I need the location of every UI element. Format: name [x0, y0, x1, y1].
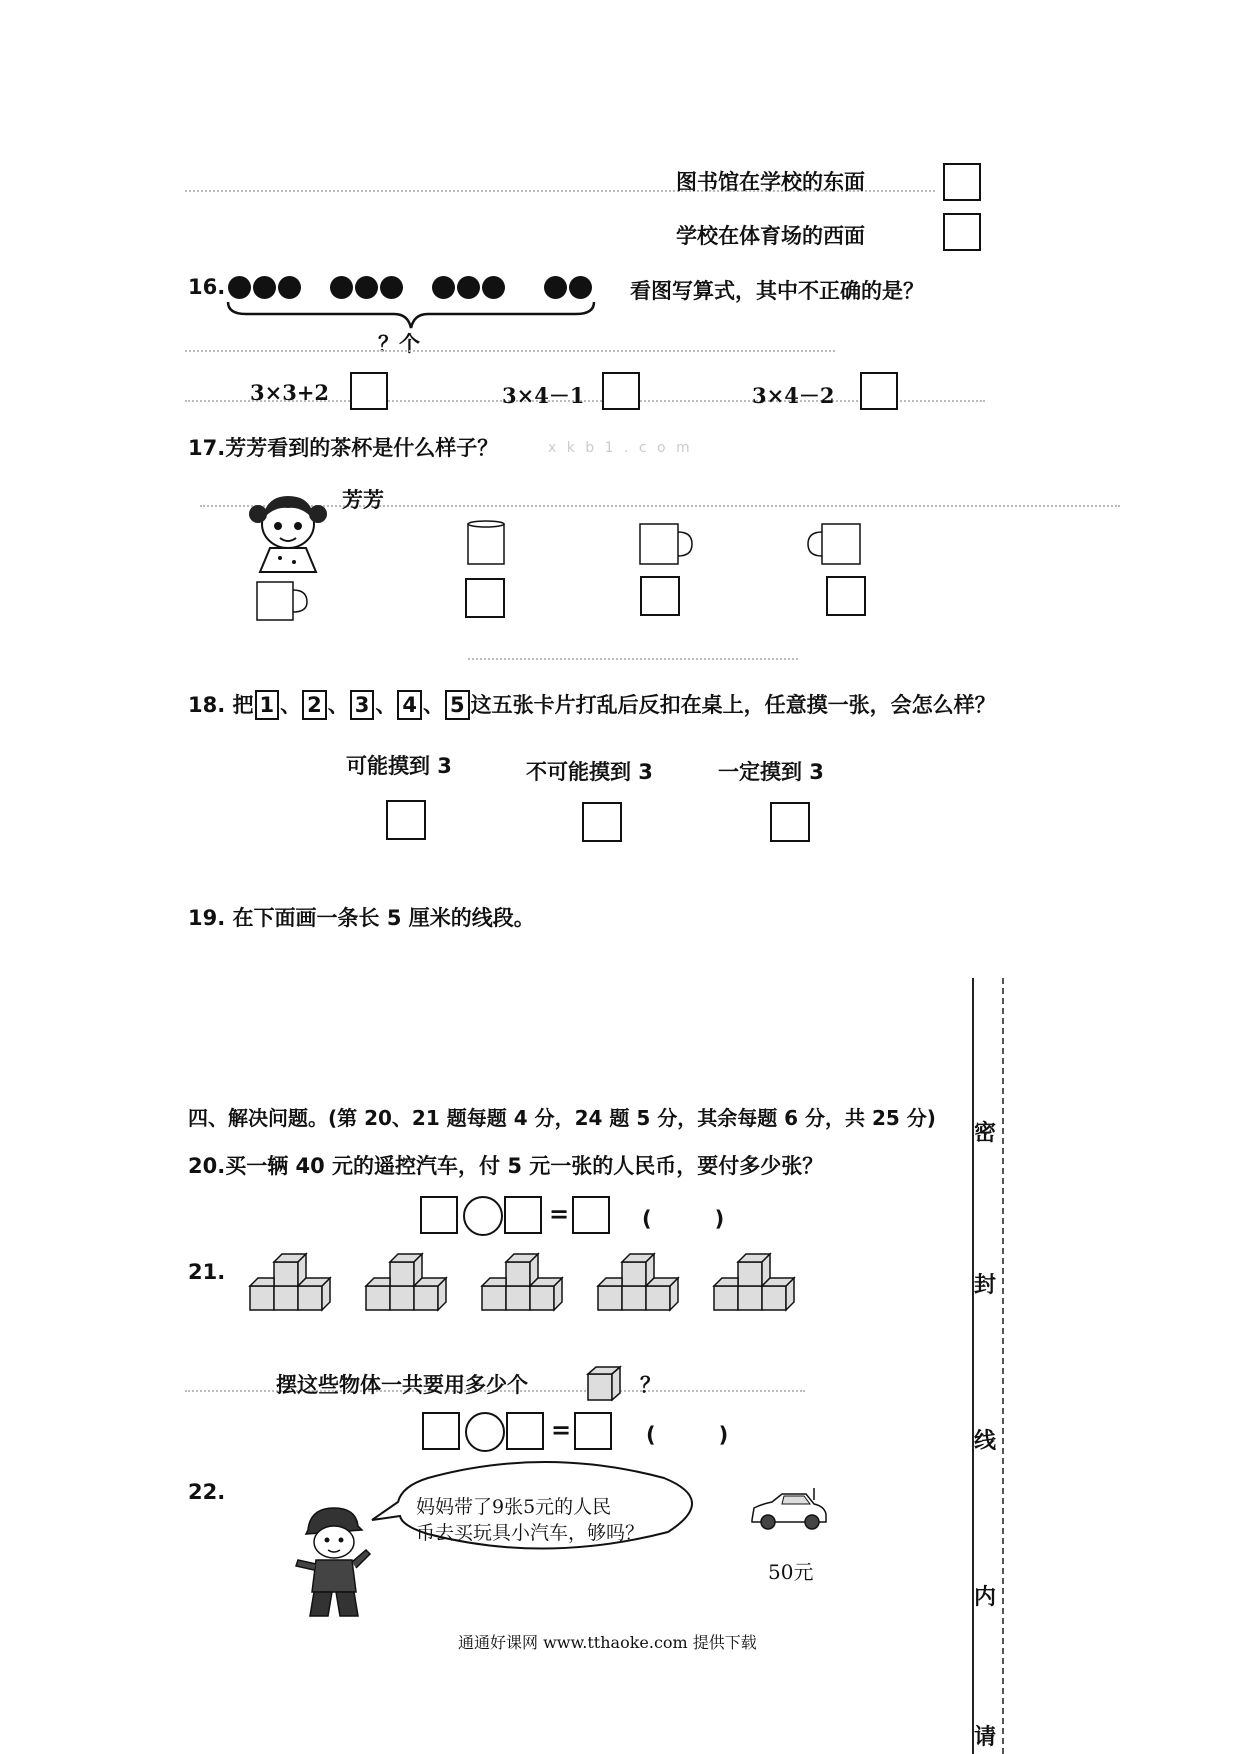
car-price: 50元: [768, 1560, 814, 1584]
seal-line-solid: [972, 978, 974, 1754]
seal-char-3: 线: [974, 1424, 996, 1455]
q21-number: 21.: [188, 1260, 226, 1284]
dot: [544, 276, 567, 299]
unit-paren[interactable]: ( ): [642, 1207, 725, 1231]
answer-box-q18-1[interactable]: [386, 800, 426, 840]
q18-number: 18.: [188, 693, 226, 717]
q16-option-3: 3×4－2: [752, 383, 835, 408]
unit-paren[interactable]: ( ): [646, 1423, 729, 1447]
operator-circle[interactable]: [465, 1412, 505, 1452]
answer-box-q18-3[interactable]: [770, 802, 810, 842]
cube-stack-5: [712, 1248, 798, 1316]
q18-option-1: 可能摸到 3: [346, 754, 452, 778]
seal-line-dashed: [1002, 978, 1004, 1754]
dot: [569, 276, 592, 299]
dot: [228, 276, 251, 299]
answer-box-q17-1[interactable]: [465, 578, 505, 618]
q18-line: 18. 把 1 、 2 、 3 、 4 、 5 这五张卡片打乱后反扣在桌上，任意摸一张，会怎么样？: [188, 690, 996, 720]
card-2: 2: [302, 690, 327, 720]
cup-front-icon: [462, 520, 510, 568]
dot: [380, 276, 403, 299]
equation-box-1[interactable]: [422, 1412, 460, 1450]
cup-handle-right-icon: [636, 520, 696, 568]
cube-stack-2: [364, 1248, 450, 1316]
equation-box-result[interactable]: [574, 1412, 612, 1450]
footer-credit: 通通好课网 www.tthaoke.com 提供下载: [458, 1633, 757, 1652]
girl-name: 芳芳: [342, 488, 384, 512]
cube-stack-3: [480, 1248, 566, 1316]
dot: [432, 276, 455, 299]
seal-char-5: 请: [974, 1720, 996, 1751]
equation-box-2[interactable]: [504, 1196, 542, 1234]
q16-option-2: 3×4－1: [502, 383, 585, 408]
answer-box-q17-2[interactable]: [640, 576, 680, 616]
girl-icon: [240, 484, 340, 574]
seal-char-2: 封: [974, 1268, 996, 1299]
answer-box-q16-1[interactable]: [350, 372, 388, 410]
equals-sign: =: [551, 1416, 572, 1444]
small-cube-icon: [584, 1364, 624, 1404]
q16-number: 16.: [188, 275, 226, 299]
statement-library-east: 图书馆在学校的东面: [676, 170, 865, 194]
dotted-guide: [468, 658, 798, 660]
dot: [253, 276, 276, 299]
watermark: x k b 1 . c o m: [548, 440, 693, 456]
dot: [278, 276, 301, 299]
seal-char-4: 内: [974, 1580, 996, 1611]
cup-handle-left-icon: [804, 520, 864, 568]
answer-box-q16-3[interactable]: [860, 372, 898, 410]
card-3: 3: [350, 690, 375, 720]
cup-icon: [253, 576, 311, 624]
bubble-line-2: 币去买玩具小汽车，够吗？: [416, 1522, 645, 1544]
statement-school-west: 学校在体育场的西面: [676, 224, 865, 248]
q20-text: 20.买一辆 40 元的遥控汽车，付 5 元一张的人民币，要付多少张？: [188, 1154, 824, 1178]
boy-icon: [290, 1500, 380, 1620]
cube-stack-4: [596, 1248, 682, 1316]
q18-option-2: 不可能摸到 3: [526, 760, 653, 784]
answer-box-q17-3[interactable]: [826, 576, 866, 616]
card-5: 5: [445, 690, 470, 720]
toy-car-icon: [748, 1486, 830, 1534]
q21-prompt: 摆这些物体一共要用多少个: [276, 1373, 528, 1397]
q18-text-before: 把: [232, 693, 254, 717]
q19-text: 19. 在下面画一条长 5 厘米的线段。: [188, 906, 535, 930]
equation-box-2[interactable]: [506, 1412, 544, 1450]
q16-option-1: 3×3+2: [250, 380, 330, 405]
section-4-title: 四、解决问题。(第 20、21 题每题 4 分，24 题 5 分，其余每题 6 分，共 25 分): [188, 1106, 936, 1130]
dot: [482, 276, 505, 299]
q16-prompt: 看图写算式，其中不正确的是？: [630, 279, 924, 303]
answer-box-q18-2[interactable]: [582, 802, 622, 842]
q18-text-after: 这五张卡片打乱后反扣在桌上，任意摸一张，会怎么样？: [470, 693, 996, 717]
dot: [330, 276, 353, 299]
q17-prompt: 17.芳芳看到的茶杯是什么样子？: [188, 436, 499, 460]
dot: [457, 276, 480, 299]
card-4: 4: [397, 690, 422, 720]
equation-box-result[interactable]: [572, 1196, 610, 1234]
drawing-area[interactable]: [188, 955, 948, 1085]
brace-label: ？个: [378, 332, 420, 356]
cube-stack-1: [248, 1248, 334, 1316]
seal-char-1: 密: [974, 1116, 996, 1147]
bubble-line-1: 妈妈带了9张5元的人民: [416, 1496, 612, 1518]
answer-box-q16-2[interactable]: [602, 372, 640, 410]
q22-number: 22.: [188, 1480, 226, 1504]
dotted-guide: [185, 350, 835, 352]
equation-box-1[interactable]: [420, 1196, 458, 1234]
q21-question-mark: ？: [640, 1373, 661, 1397]
answer-box-stmt2[interactable]: [943, 213, 981, 251]
dot: [355, 276, 378, 299]
equals-sign: =: [549, 1200, 570, 1228]
q18-option-3: 一定摸到 3: [718, 760, 824, 784]
card-1: 1: [255, 690, 280, 720]
answer-box-stmt1[interactable]: [943, 163, 981, 201]
operator-circle[interactable]: [463, 1196, 503, 1236]
